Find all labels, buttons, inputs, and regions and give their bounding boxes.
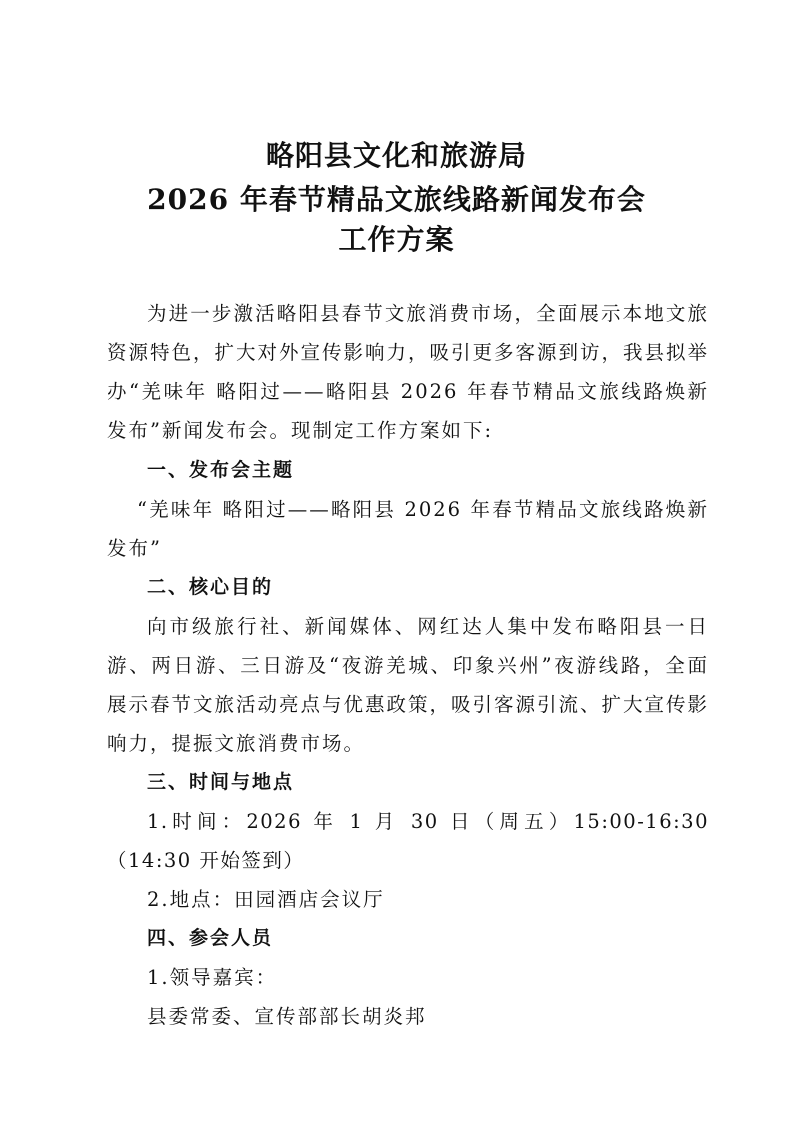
attendees-item-1-detail: 县委常委、宣传部部长胡炎邦 bbox=[147, 1005, 427, 1028]
attendees-item-1: 1.领导嘉宾： bbox=[147, 966, 278, 989]
place-line: 2.地点：田园酒店会议厅 bbox=[147, 888, 385, 911]
intro-paragraph: 为进一步激活略阳县春节文旅消费市场，全面展示本地文旅资源特色，扩大对外宣传影响力，吸引更多客源到访，我县拟举办“羌味年 略阳过——略阳县 2026 年春节精品文旅线路焕新发布”新闻发布会。现制定工作方案如下: bbox=[107, 302, 710, 442]
purpose-paragraph: 向市级旅行社、新闻媒体、网红达人集中发布略阳县一日游、两日游、三日游及“夜游羌城、印象兴州”夜游线路，全面展示春节文旅活动亮点与优惠政策，吸引客源引流、扩大宣传影响力，提振文旅消费市场。 bbox=[107, 615, 710, 755]
section-heading-time-place: 三、时间与地点 bbox=[147, 771, 295, 793]
time-paragraph: 1.时间：2026 年 1 月 30 日（周五）15:00-16:30（14:30 开始签到） bbox=[107, 810, 709, 872]
section-heading-attendees: 四、参会人员 bbox=[147, 927, 274, 949]
section-heading-theme: 一、发布会主题 bbox=[147, 459, 295, 481]
section-heading-purpose: 二、核心目的 bbox=[147, 576, 274, 598]
document-title-line-2: 2026 年春节精品文旅线路新闻发布会 bbox=[147, 183, 646, 216]
document-title-line-1: 略阳县文化和旅游局 bbox=[265, 139, 527, 172]
document-title-line-3: 工作方案 bbox=[338, 223, 455, 256]
theme-paragraph: “羌味年 略阳过——略阳县 2026 年春节精品文旅线路焕新发布” bbox=[107, 498, 709, 560]
